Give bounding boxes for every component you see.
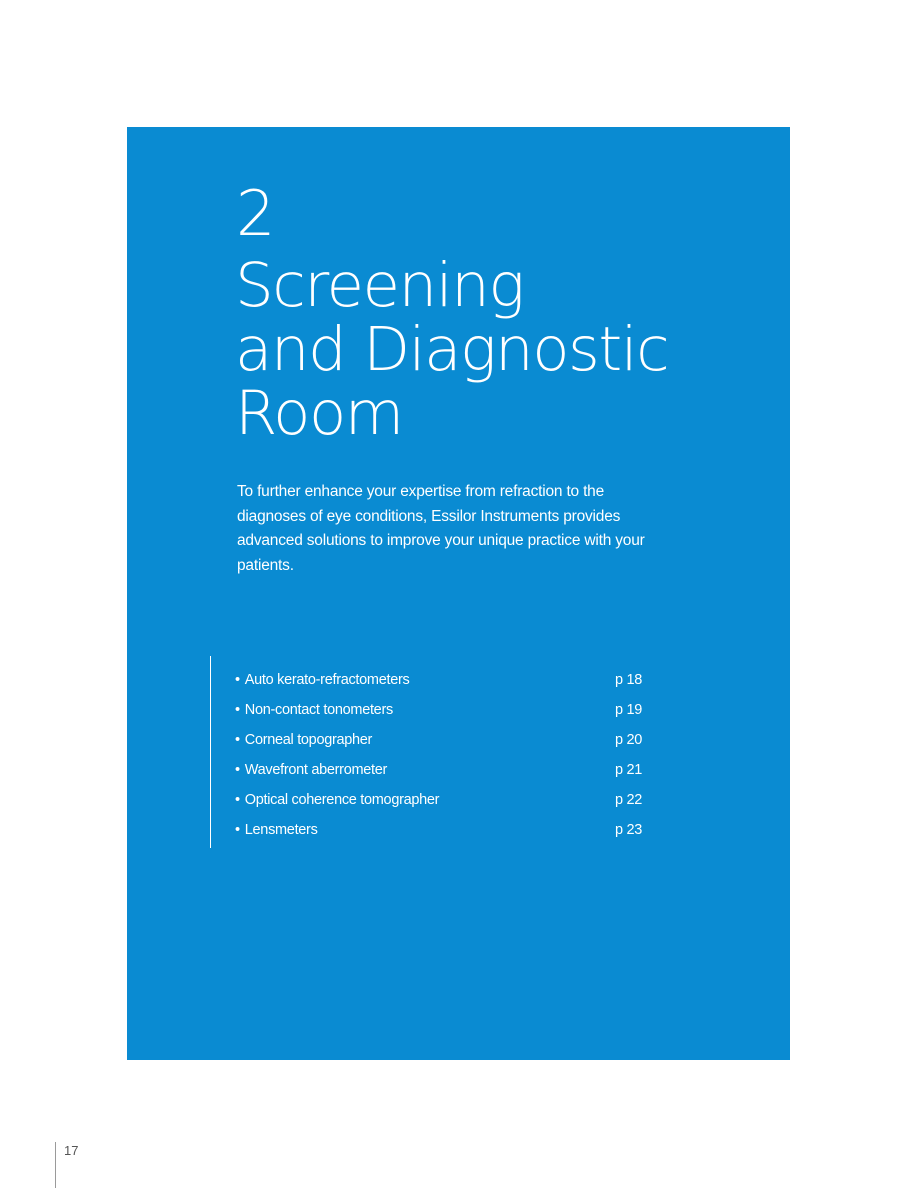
toc-item-label: • Non-contact tonometers <box>235 702 393 718</box>
toc-item[interactable] <box>235 665 642 695</box>
toc-item-page: p 18 <box>614 672 642 688</box>
toc-item[interactable] <box>235 695 642 725</box>
toc-item-label: • Corneal topographer <box>235 732 372 748</box>
toc-item-page: p 19 <box>614 702 642 718</box>
toc-item[interactable] <box>235 755 642 785</box>
toc-item-page: p 23 <box>614 822 642 838</box>
toc-item[interactable] <box>235 815 642 845</box>
folio-divider <box>55 1142 56 1188</box>
page-number: 17 <box>64 1143 79 1158</box>
toc-item-label: • Lensmeters <box>235 822 318 838</box>
toc-item-page: p 20 <box>614 732 642 748</box>
toc-item-page: p 22 <box>614 792 642 808</box>
chapter-title <box>235 250 755 449</box>
chapter-panel <box>127 127 790 1060</box>
chapter-intro: To further enhance your expertise from refraction to the diagnoses of eye conditions, Essilor Instruments provides advanced solutions to improve your unique practice with your patients. <box>237 483 645 574</box>
toc-item[interactable] <box>235 725 642 755</box>
toc-item-page: p 21 <box>614 762 642 778</box>
chapter-title-line: Screening <box>235 250 524 321</box>
chapter-title-line: Room <box>235 378 403 449</box>
toc-item-label: • Auto kerato-refractometers <box>235 672 409 688</box>
toc-item-label: • Optical coherence tomographer <box>235 792 439 808</box>
toc-item-label: • Wavefront aberrometer <box>235 762 387 778</box>
toc-item[interactable] <box>235 785 642 815</box>
toc-divider <box>210 656 211 848</box>
chapter-title-line: and Diagnostic <box>235 314 669 385</box>
table-of-contents <box>235 665 642 845</box>
chapter-number: 2 <box>236 177 277 250</box>
